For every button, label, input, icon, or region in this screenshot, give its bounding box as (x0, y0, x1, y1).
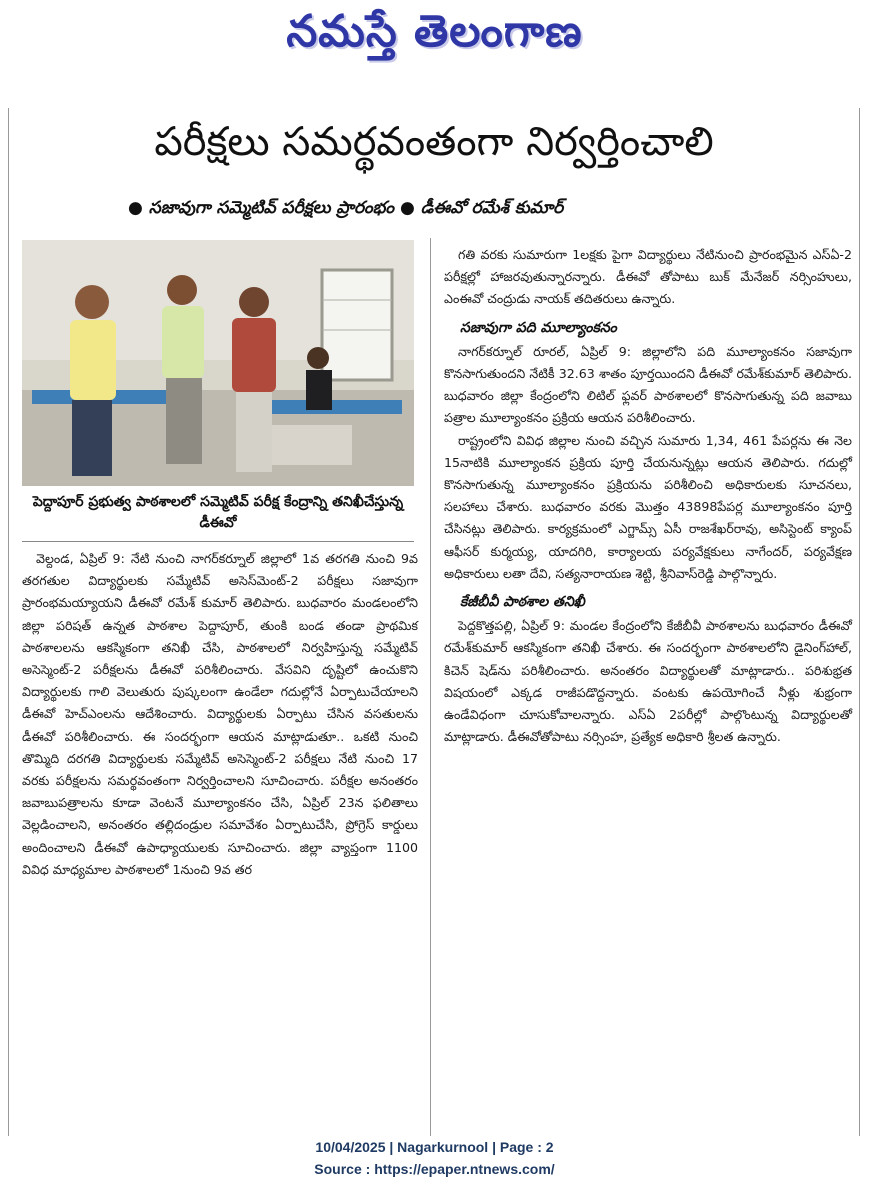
right-border (859, 108, 860, 1136)
article-paragraph: గతి వరకు సుమారుగా 1లక్షకు పైగా విద్యార్థులు నేటినుంచి ప్రారంభమైన ఎస్ఏ-2 పరీక్షల్లో హాజరవుతున్నారన్నారు. డీఈవో తోపాటు బుక్ మేనేజర్ నర్సింహులు, ఎంఈవో చంద్రుడు నాయక్ తదితరులు ఉన్నారు. (444, 247, 852, 307)
article-paragraph: వెల్దండ, ఏప్రిల్ 9: నేటి నుంచి నాగర్‌కర్నూల్ జిల్లాలో 1వ తరగతి నుంచి 9వ తరగతుల విద్యార్థులకు సమ్మేటివ్ అసెస్‌మెంట్-2 పరీక్షలు సజావుగా ప్రారంభమయ్యాయని డీఈవో రమేశ్ కుమార్ తెలిపారు. బుధవారం మండలంలోని జిల్లా పరిషత్ ఉన్నత పాఠశాల పెద్దాపూర్, తుంకి బండ తండా ప్రాథమిక పాఠశాలలను ఆకస్మికంగా తనిఖీ చేసి, పాఠశాలలో నిర్వహిస్తున్న సమ్మేటివ్ అసెస్మెంట్-2 పరీక్షలను డీఈవో పరిశీలించారు. వేసవిని దృష్టిలో ఉంచుకొని విద్యార్థులకు గాలి వెలుతురు పుష్కలంగా ఉండేలా గదుల్లోనే ఏర్పాటుచేయాలని డీఈవో హెచ్‌ఎంలను ఆదేశించారు. విద్యార్థులకు ఏర్పాటు చేసిన వసతులను డీఈవో పరిశీలించారు. ఈ సందర్భంగా ఆయన మాట్లాడుతూ.. ఒకటి నుంచి తొమ్మిది దరగతి విద్యార్థులకు సమ్మేటివ్ అసెస్మెంట్-2 పరీక్షలు నేటి నుంచి 17 వరకు పరీక్షలను సమర్థవంతంగా నిర్వర్తించాలని సూచించారు. పరీక్షల అనంతరం జవాబుపత్రాలను కూడా వెంటనే మూల్యాంకనం చేసి, ఏప్రిల్ 23న ఫలితాలు వెల్లడించాలని, అనంతరం తల్లిదండ్రుల సమావేశం ఏర్పాటుచేసి, ప్రోగ్రెస్ కార్డులు అందించాలని డీఈవో ఉపాధ్యాయులకు సూచించారు. జిల్లా వ్యాప్తంగా 1100 వివిధ మాధ్యమాల పాఠశాలలో 1నుంచి 9వ తర (22, 551, 418, 877)
column-divider (430, 238, 431, 1136)
classroom-photo (22, 240, 414, 486)
article-paragraph: రాష్ట్రంలోని వివిధ జిల్లాల నుంచి వచ్చిన సుమారు 1,34, 461 పేపర్లను ఈ నెల 15నాటికి మూల్యాంకన ప్రక్రియ పూర్తి చేయనున్నట్లు ఆయన తెలిపారు. గదుల్లో కొనసాగుతున్న మూల్యాంకనం ప్రక్రియను పరిశీలించి అధికారులకు సూచనలు, సలహాలు చేశారు. బుధవారం వరకు మొత్తం 43898పేపర్ల మూల్యాంకనం పూర్తి చేసినట్లు తెలిపారు. కార్యక్రమంలో ఎగ్జామ్స్ ఏసీ రాజశేఖర్‌రావు, అసిస్టెంట్ క్యాంప్ ఆఫీసర్ కుర్మయ్య, యాదగిరి, కార్యాలయ పర్యవేక్షకులు నాగేందర్, పర్యవేక్షణ అధికారులు లతా దేవి, సత్యనారాయణ శెట్టి, శ్రీనివాస్‌రెడ్డి పాల్గొన్నారు. (444, 432, 852, 581)
photo-caption: పెద్దాపూర్ ప్రభుత్వ పాఠశాలలో సమ్మెటివ్ పరీక్ష కేంద్రాన్ని తనిఖీచేస్తున్న డీఈవో (32, 494, 404, 531)
masthead (0, 0, 869, 80)
caption-divider (22, 541, 414, 542)
newspaper-logo: నమస్తే తెలంగాణ (286, 6, 583, 57)
section-heading: సజావుగా పది మూల్యాంకనం (460, 319, 617, 336)
article-paragraph: పెద్దకొత్తపల్లి, ఏప్రిల్ 9: మండల కేంద్రంలోని కేజీబీవీ పాఠశాలను బుధవారం డీఈవో రమేశ్‌కుమార్ ఆకస్మికంగా తనిఖీ చేశారు. ఈ సందర్భంగా పాఠశాలలోని డైనింగ్‌హాల్, కిచెన్ షెడ్‌ను పరిశీలించారు. అనంతరం విద్యార్థులతో మాట్లాడారు.. పరిశుభ్రత విషయంలో ఎక్కడ రాజీపడొద్దన్నారు. వంటకు ఉపయోగించే నీళ్లు శుభ్రంగా ఉండేవిధంగా చూసుకోవాలన్నారు. ఎస్ఏ 2పరీల్లో పాల్గొంటున్న విద్యార్థులతో మాట్లాడారు. డీఈవోతోపాటు నర్సింహ, ప్రత్యేక అధికారి శ్రీలత ఉన్నారు. (444, 618, 852, 745)
footer (0, 1136, 869, 1180)
footer-source-link[interactable]: Source : https://epaper.ntnews.com/ (314, 1161, 555, 1177)
bullet-icon: ● (128, 198, 143, 218)
article-column-2 (444, 244, 852, 748)
article-photo (22, 240, 414, 486)
news-clipping (8, 108, 860, 1136)
article-paragraph: నాగర్‌కర్నూల్ రూరల్, ఏప్రిల్ 9: జిల్లాలోని పది మూల్యాంకనం సజావుగా కొనసాగుతుందని నేటికీ 32.63 శాతం పూర్తయిందని డీఈవో రమేశ్‌కుమార్ తెలిపారు. బుధవారం జిల్లా కేంద్రంలోని లిటిల్ ఫ్లవర్ పాఠశాలలో కొనసాగుతున్న పది జవాబు పత్రాల మూల్యాంకనం ప్రక్రియ ఆయన పరిశీలించారు. (444, 343, 852, 426)
footer-date-line: 10/04/2025 | Nagarkurnool | Page : 2 (315, 1139, 554, 1155)
article-column-1 (22, 548, 418, 881)
section-heading: కేజీబీవీ పాఠశాల తనిఖీ (460, 594, 585, 611)
subhead-1: సజావుగా సమ్మెటివ్ పరీక్షలు ప్రారంభం (148, 198, 395, 218)
bullet-icon: ● (399, 198, 415, 218)
subhead (128, 198, 768, 222)
headline: పరీక్షలు సమర్థవంతంగా నిర్వర్తించాలి (154, 119, 714, 165)
subhead-2: డీఈవో రమేశ్ కుమార్ (420, 198, 564, 218)
left-border (8, 108, 9, 1136)
